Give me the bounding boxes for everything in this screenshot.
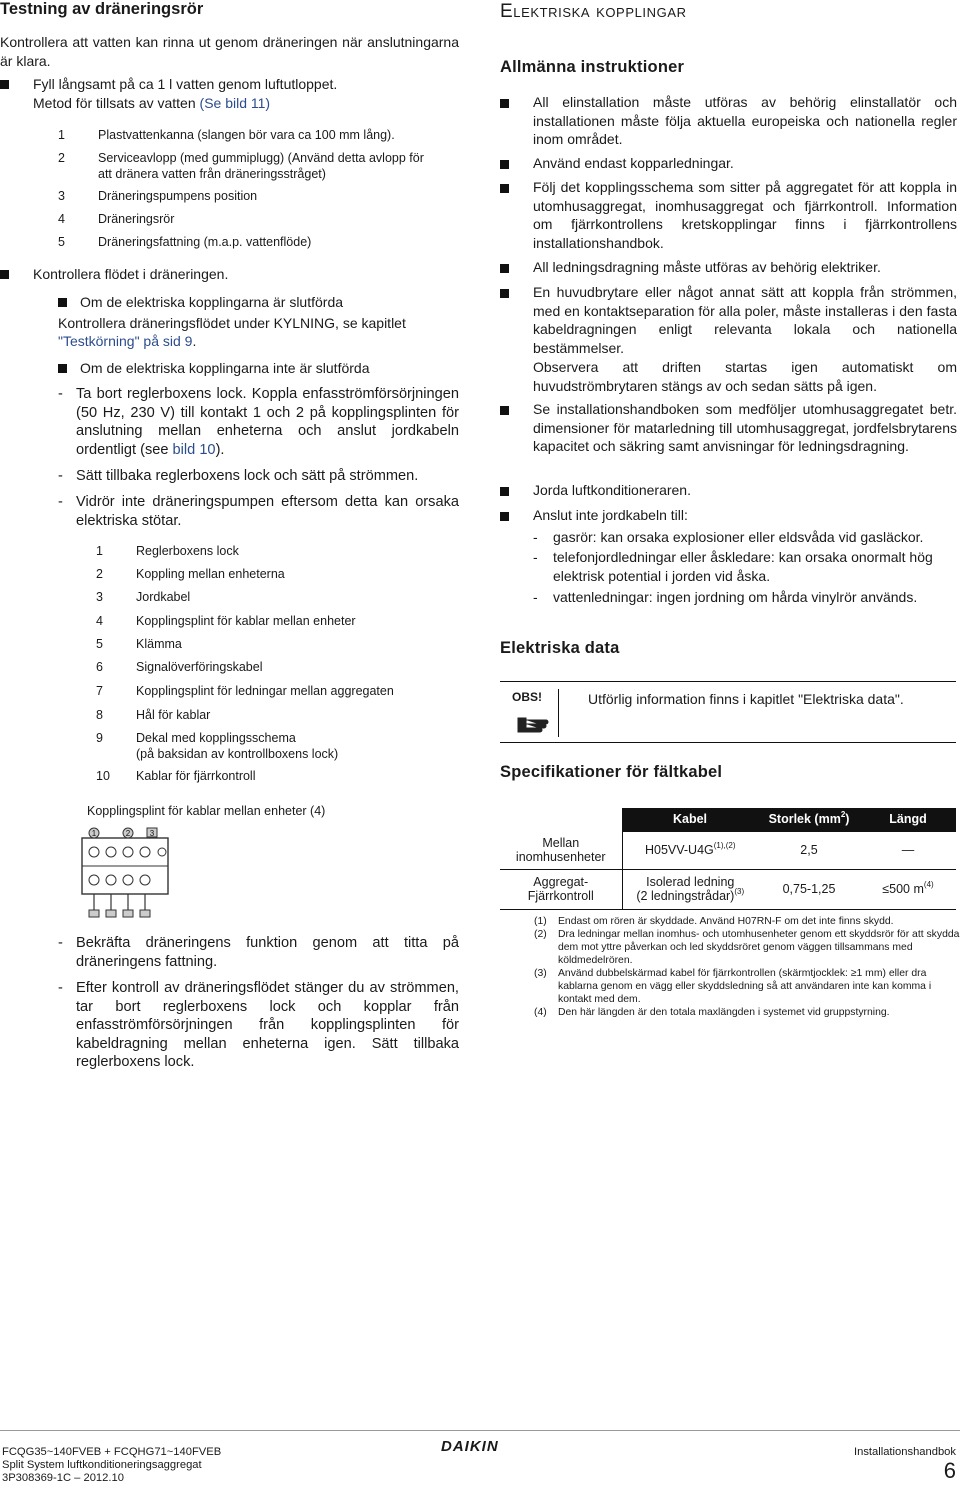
bullet-method-line: Metod för tillsats av vatten (Se bild 11) xyxy=(33,95,271,111)
note-text: Utförlig information finns i kapitlet "Elektriska data". xyxy=(588,691,904,707)
bullet-square xyxy=(500,264,509,273)
bullet-text: En huvudbrytare eller något annat sätt att koppla från strömmen, med en kontaktseparation för alla poler, måste installeras i den fasta kabeldragningen enligt relevanta lokala och nationella bestämmelser. xyxy=(533,284,957,356)
footer-manual: Installationshandbok xyxy=(853,1446,956,1458)
bullet-square xyxy=(500,160,509,169)
section-title: Testning av dräneringsrör xyxy=(0,0,204,18)
header-cable: Kabel xyxy=(622,808,758,831)
bullet-square xyxy=(500,184,509,193)
heading-field-cable-spec: Specifikationer för fältkabel xyxy=(500,763,723,781)
bullet-note: Observera att driften startas igen automatiskt om huvudströmbrytaren stängs av och sedan sätts på igen. xyxy=(533,359,957,394)
bullet-square xyxy=(500,487,509,496)
heading-electrical-data: Elektriska data xyxy=(500,639,620,657)
bullet-text: Följ det kopplingsschema som sitter på aggregatet för att koppla in utomhusaggregat, inomhusaggregat och fjärrkontroll. Information om fjärrkontrollens kretskopplingar finns i fjärrkontrollens installationshandbok. xyxy=(533,179,957,251)
bullet-square xyxy=(58,298,67,307)
subheading-connections-done: Om de elektriska kopplingarna är slutförda xyxy=(80,294,344,310)
bullet-check-flow: Kontrollera flödet i dräneringen. xyxy=(33,266,229,282)
header-size: Storlek $(mm^2)$ xyxy=(758,808,860,831)
dash-mark: - xyxy=(58,468,63,484)
figure-link-10[interactable]: bild 10 xyxy=(172,441,216,458)
cable-spec-table xyxy=(500,808,956,910)
chapter-title: Elektriska kopplingar xyxy=(500,1,687,22)
note-divider xyxy=(501,689,559,737)
bullet-square xyxy=(500,512,509,521)
terminal-label-1: 1 xyxy=(91,829,97,838)
bullet-square xyxy=(500,289,509,298)
footer-subtitle: Split System luftkonditioneringsaggregat xyxy=(2,1459,202,1471)
dash-mark: - xyxy=(533,549,538,565)
sub1-text: Kontrollera dräneringsflödet under KYLNING, se kapitlet xyxy=(58,315,406,331)
bullet-text: Jorda luftkonditioneraren. xyxy=(533,482,691,498)
heading-general: Allmänna instruktioner xyxy=(500,58,685,76)
table-row: Mellan inomhusenheter $H05VV-U4G^{(1),(2)}$ 2,5 — xyxy=(500,831,956,869)
dash-item-after-check: Efter kontroll av dräneringsflödet stänger du av strömmen, tar bort reglerboxens lock och kopplar från enfasströmförsörjningen från kopplingsplinten för kabeldragning mellan enheterna igen. Sätt tillbaka reglerboxens lock. xyxy=(76,980,459,1071)
bullet-text: Anslut inte jordkabeln till: xyxy=(533,507,688,523)
dash-mark: - xyxy=(58,386,63,402)
bullet-text: Använd endast kopparledningar. xyxy=(533,155,734,171)
bullet-square xyxy=(500,406,509,415)
dash-item: vattenledningar: ingen jordning om hårda vinylrör används. xyxy=(553,589,918,605)
dash-item: gasrör: kan orsaka explosioner eller eldsvåda vid gasläckor. xyxy=(553,529,924,545)
terminal-label-2: 2 xyxy=(125,829,131,838)
dash-item-do-not-touch: Vidrör inte dräneringspumpen eftersom detta kan orsaka elektriska stötar. xyxy=(76,494,459,529)
sub1-link-line: "Testkörning" på sid 9. xyxy=(58,333,197,349)
dash-mark: - xyxy=(533,529,538,545)
bullet-text: All elinstallation måste utföras av behörig elinstallatör och installationen måste följa aktuella europeiska och nationella regler inom området. xyxy=(533,94,957,147)
bullet-square xyxy=(58,364,67,373)
footer-rule xyxy=(0,1430,960,1431)
dash-mark: - xyxy=(533,589,538,605)
dash-item-confirm-drain: Bekräfta dräneringens funktion genom att titta på dräneringens fattning. xyxy=(76,935,459,970)
note-box xyxy=(500,681,956,743)
dash-item-remove-lid: Ta bort reglerboxens lock. Koppla enfasströmförsörjningen (50 Hz, 230 V) till kontakt 1 och 2 på kopplingsplinten för anslutning mellan enheterna och anslut jordkabeln ordentligt (see bild 10). xyxy=(76,386,459,458)
terminal-caption: Kopplingsplint för kablar mellan enheter (4) xyxy=(87,804,326,818)
bullet-square xyxy=(500,99,509,108)
bullet-text: All ledningsdragning måste utföras av behörig elektriker. xyxy=(533,259,881,275)
page-number: 6 xyxy=(943,1458,956,1483)
subheading-connections-not-done: Om de elektriska kopplingarna inte är slutförda xyxy=(80,360,370,376)
bullet-text: Se installationshandboken som medföljer utomhusaggregatet betr. dimensioner för matarledning till utomhusaggregat, jordfelsbrytarens kapacitet och säkring samt anvisningar för ledningsdragning. xyxy=(533,401,957,454)
test-run-link[interactable]: "Testkörning" på sid 9 xyxy=(58,333,193,349)
dash-mark: - xyxy=(58,935,63,951)
note-label: OBS! xyxy=(512,690,542,704)
dash-item: telefonjordledningar eller åskledare: kan orsaka onormalt hög elektrisk potential i jorden vid åska. xyxy=(553,549,933,584)
brand-logo: DAIKIN xyxy=(441,1438,499,1455)
footer-doc-id: 3P308369-1C – 2012.10 xyxy=(2,1472,124,1484)
dash-mark: - xyxy=(58,494,63,510)
intro-text: Kontrollera att vatten kan rinna ut genom dräneringen när anslutningarna är klara. xyxy=(0,34,459,69)
bullet-square xyxy=(0,270,9,279)
table-row: Aggregat- Fjärrkontroll Isolerad ledning (2 ledningstrådar)$^{(3)}$ 0,75-1,25 ≤500 $m^{(4)}$ xyxy=(500,869,956,909)
table-header-row xyxy=(500,808,956,831)
terminal-block-diagram xyxy=(80,826,180,920)
dash-item-replace-lid: Sätt tillbaka reglerboxens lock och sätt på strömmen. xyxy=(76,468,419,484)
terminal-label-3: 3 xyxy=(149,829,155,838)
dash-mark: - xyxy=(58,980,63,996)
bullet-square xyxy=(0,80,9,89)
footer-model: FCQG35~140FVEB + FCQHG71~140FVEB xyxy=(2,1446,222,1458)
figure-link-11[interactable]: (Se bild 11) xyxy=(199,95,271,111)
header-length: Längd xyxy=(860,808,956,831)
bullet-fill-water: Fyll långsamt på ca 1 l vatten genom luftutloppet. xyxy=(33,76,338,92)
